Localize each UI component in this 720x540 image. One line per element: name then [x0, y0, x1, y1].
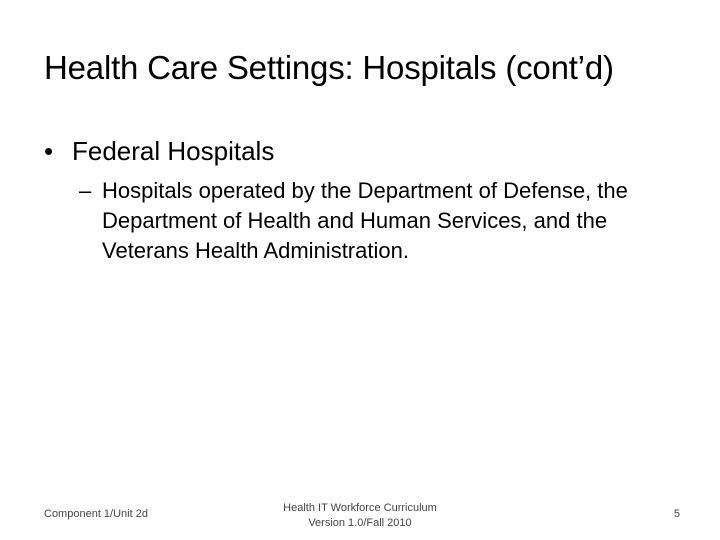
sub-bullet-marker: – [79, 178, 92, 203]
footer-curriculum-title: Health IT Workforce Curriculum [283, 502, 437, 514]
bullet-text: Federal Hospitals [72, 136, 275, 166]
footer-component-label: Component 1/Unit 2d [44, 508, 148, 520]
sub-bullet-text: Hospitals operated by the Department of Defense, the Department of Health and Human Services, and the Veterans Health Administration. [102, 178, 628, 263]
bullet-marker: • [44, 136, 54, 166]
slide-title: Health Care Settings: Hospitals (cont’d) [44, 49, 614, 86]
footer-version: Version 1.0/Fall 2010 [308, 517, 412, 529]
page-number: 5 [673, 508, 680, 520]
sub-bullet-item [79, 176, 699, 266]
footer-curriculum-info [240, 501, 480, 531]
bullet-item [44, 134, 684, 168]
